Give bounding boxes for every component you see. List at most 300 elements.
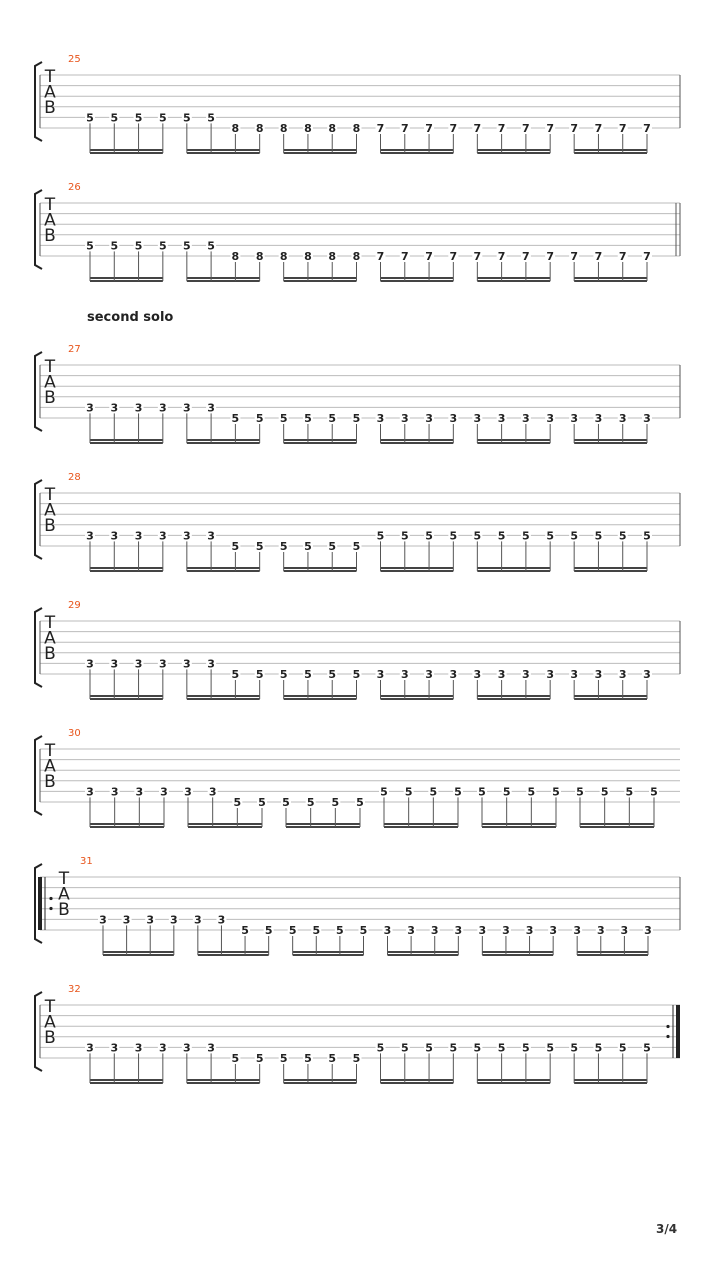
- fret-number: 3: [110, 657, 119, 671]
- fret-number: 3: [86, 401, 94, 415]
- beam: [187, 567, 260, 569]
- beam: [293, 954, 364, 956]
- fret-number: 3: [86, 785, 94, 799]
- tab-clef-letter: A: [44, 82, 56, 103]
- beam: [477, 149, 550, 151]
- fret-number: 3: [573, 924, 581, 937]
- fret-number: 3: [407, 924, 415, 937]
- tab-clef-letter: B: [44, 644, 56, 664]
- fret-number: 3: [473, 412, 482, 425]
- fret-number: 3: [594, 412, 603, 425]
- beam: [187, 570, 260, 572]
- system-bracket: [35, 62, 42, 141]
- beam: [477, 1082, 550, 1084]
- beam: [284, 1082, 357, 1084]
- beam: [574, 567, 647, 569]
- fret-number: 5: [404, 785, 413, 799]
- fret-number: 7: [449, 122, 458, 135]
- fret-number: 3: [497, 668, 506, 681]
- beam: [188, 823, 262, 825]
- fret-number: 5: [454, 785, 462, 799]
- tab-clef-letter: A: [44, 500, 56, 521]
- tab-system: [35, 344, 680, 444]
- fret-number: 3: [449, 412, 458, 425]
- beam: [284, 439, 357, 441]
- fret-number: 7: [618, 250, 627, 263]
- fret-number: 5: [264, 924, 273, 937]
- fret-number: 5: [502, 785, 511, 799]
- fret-number: 5: [231, 1052, 240, 1065]
- fret-number: 3: [570, 412, 578, 425]
- beam: [198, 951, 269, 953]
- fret-number: 8: [328, 250, 337, 263]
- beam: [388, 954, 459, 956]
- fret-number: 5: [328, 668, 337, 681]
- beam: [381, 149, 454, 151]
- fret-number: 3: [596, 924, 605, 937]
- fret-number: 3: [159, 529, 167, 543]
- fret-number: 3: [376, 668, 385, 681]
- beam: [187, 149, 260, 151]
- beam: [284, 277, 357, 279]
- fret-number: 5: [618, 529, 627, 543]
- beam: [90, 826, 164, 828]
- fret-number: 3: [618, 412, 627, 425]
- fret-number: 5: [618, 1041, 627, 1055]
- fret-number: 3: [159, 657, 167, 671]
- fret-number: 3: [522, 412, 530, 425]
- fret-number: 5: [522, 1041, 530, 1055]
- beam: [477, 1079, 550, 1081]
- fret-number: 5: [570, 1041, 578, 1055]
- fret-number: 5: [380, 785, 388, 799]
- fret-number: 3: [400, 668, 409, 681]
- fret-number: 5: [473, 529, 482, 543]
- fret-number: 8: [352, 122, 361, 135]
- beam: [574, 570, 647, 572]
- beam: [284, 1079, 357, 1081]
- fret-number: 8: [304, 122, 312, 135]
- fret-number: 3: [376, 412, 385, 425]
- fret-number: 8: [255, 250, 264, 263]
- beam: [90, 442, 163, 444]
- fret-number: 5: [576, 785, 584, 799]
- fret-number: 5: [522, 529, 530, 543]
- tab-clef-letter: B: [44, 516, 56, 536]
- repeat-dot: [49, 907, 52, 910]
- fret-number: 5: [400, 529, 409, 543]
- fret-number: 3: [478, 924, 487, 937]
- beam: [381, 152, 454, 154]
- fret-number: 3: [183, 529, 191, 543]
- fret-number: 5: [570, 529, 578, 543]
- fret-number: 8: [328, 122, 337, 135]
- repeat-dot: [666, 1035, 669, 1038]
- fret-number: 5: [279, 412, 288, 425]
- fret-number: 7: [425, 122, 433, 135]
- beam: [477, 277, 550, 279]
- fret-number: 3: [99, 913, 107, 927]
- beam: [381, 570, 454, 572]
- system-bracket: [35, 992, 42, 1071]
- beam: [381, 698, 454, 700]
- section-label: second solo: [87, 310, 174, 325]
- fret-number: 3: [86, 657, 94, 671]
- fret-number: 5: [304, 540, 312, 553]
- fret-number: 5: [255, 412, 264, 425]
- fret-number: 5: [643, 529, 651, 543]
- fret-number: 3: [146, 913, 155, 927]
- system-bracket: [35, 352, 42, 431]
- beam: [477, 570, 550, 572]
- fret-number: 5: [594, 1041, 603, 1055]
- fret-number: 3: [134, 401, 143, 415]
- fret-number: 5: [331, 796, 340, 809]
- measure-number: 27: [68, 344, 81, 355]
- beam: [284, 567, 357, 569]
- fret-number: 7: [473, 250, 482, 263]
- fret-number: 3: [159, 1041, 167, 1055]
- beam: [90, 695, 163, 697]
- beam: [198, 954, 269, 956]
- beam: [574, 439, 647, 441]
- fret-number: 5: [328, 1052, 337, 1065]
- fret-number: 3: [170, 913, 178, 927]
- fret-number: 5: [159, 239, 167, 253]
- fret-number: 3: [502, 924, 510, 937]
- fret-number: 5: [86, 111, 94, 125]
- fret-number: 7: [643, 122, 651, 135]
- fret-number: 3: [160, 785, 168, 799]
- tab-clef-letter: B: [44, 772, 56, 792]
- beam: [477, 442, 550, 444]
- fret-number: 5: [233, 796, 242, 809]
- measure-number: 32: [68, 984, 81, 995]
- fret-number: 5: [328, 540, 337, 553]
- fret-number: 5: [400, 1041, 409, 1055]
- fret-number: 5: [134, 239, 143, 253]
- fret-number: 5: [425, 1041, 433, 1055]
- fret-number: 5: [231, 412, 240, 425]
- fret-number: 5: [425, 529, 433, 543]
- fret-number: 3: [430, 924, 439, 937]
- fret-number: 5: [231, 668, 240, 681]
- fret-number: 3: [644, 924, 652, 937]
- fret-number: 7: [546, 122, 554, 135]
- fret-number: 3: [122, 913, 131, 927]
- beam: [103, 954, 174, 956]
- tab-clef-letter: A: [58, 884, 70, 905]
- fret-number: 8: [279, 122, 288, 135]
- beam: [477, 695, 550, 697]
- fret-number: 5: [328, 412, 337, 425]
- fret-number: 5: [279, 540, 288, 553]
- fret-number: 3: [454, 924, 463, 937]
- beam: [580, 826, 654, 828]
- beam: [187, 152, 260, 154]
- fret-number: 5: [552, 785, 560, 799]
- beam: [103, 951, 174, 953]
- fret-number: 5: [625, 785, 634, 799]
- fret-number: 7: [618, 122, 627, 135]
- tab-clef-letter: B: [44, 226, 56, 246]
- tab-clef-letter: B: [58, 900, 70, 920]
- fret-number: 7: [376, 122, 385, 135]
- beam: [381, 695, 454, 697]
- fret-number: 3: [425, 412, 433, 425]
- tab-clef-letter: T: [44, 741, 56, 761]
- fret-number: 3: [525, 924, 534, 937]
- fret-number: 5: [304, 668, 312, 681]
- fret-number: 5: [546, 1041, 554, 1055]
- system-bracket: [35, 480, 42, 559]
- fret-number: 8: [255, 122, 264, 135]
- fret-number: 3: [134, 529, 143, 543]
- fret-number: 3: [110, 529, 119, 543]
- fret-number: 3: [207, 657, 215, 671]
- measure-number: 25: [68, 54, 81, 65]
- beam: [90, 149, 163, 151]
- fret-number: 8: [279, 250, 288, 263]
- beam: [381, 439, 454, 441]
- repeat-dot: [49, 897, 52, 900]
- beam: [286, 826, 360, 828]
- beam: [381, 1082, 454, 1084]
- fret-number: 3: [110, 401, 119, 415]
- fret-number: 3: [86, 1041, 94, 1055]
- beam: [90, 823, 164, 825]
- tab-system: [35, 728, 680, 828]
- fret-number: 5: [258, 796, 266, 809]
- fret-number: 3: [110, 785, 119, 799]
- fret-number: 5: [429, 785, 438, 799]
- fret-number: 5: [546, 529, 554, 543]
- beam: [284, 149, 357, 151]
- fret-number: 5: [336, 924, 344, 937]
- beam: [574, 698, 647, 700]
- fret-number: 5: [600, 785, 609, 799]
- fret-number: 5: [282, 796, 290, 809]
- fret-number: 3: [618, 668, 627, 681]
- fret-number: 5: [352, 412, 361, 425]
- beam: [187, 442, 260, 444]
- fret-number: 5: [449, 1041, 458, 1055]
- beam: [90, 152, 163, 154]
- fret-number: 7: [570, 250, 578, 263]
- fret-number: 5: [527, 785, 536, 799]
- fret-number: 3: [135, 785, 144, 799]
- beam: [284, 570, 357, 572]
- fret-number: 5: [241, 924, 249, 937]
- beam: [187, 1082, 260, 1084]
- tab-clef-letter: T: [44, 613, 56, 633]
- beam: [293, 951, 364, 953]
- fret-number: 7: [643, 250, 651, 263]
- fret-number: 3: [207, 529, 215, 543]
- fret-number: 5: [255, 668, 264, 681]
- tab-clef-letter: B: [44, 1028, 56, 1048]
- fret-number: 3: [207, 1041, 215, 1055]
- beam: [187, 439, 260, 441]
- fret-number: 8: [304, 250, 312, 263]
- tab-system: [35, 472, 680, 572]
- fret-number: 3: [217, 913, 226, 927]
- fret-number: 5: [207, 111, 215, 125]
- fret-number: 5: [473, 1041, 482, 1055]
- beam: [284, 695, 357, 697]
- beam: [90, 698, 163, 700]
- beam: [286, 823, 360, 825]
- fret-number: 3: [620, 924, 629, 937]
- repeat-dot: [666, 1025, 669, 1028]
- fret-number: 3: [194, 913, 202, 927]
- fret-number: 5: [352, 1052, 361, 1065]
- beam: [580, 823, 654, 825]
- beam: [381, 1079, 454, 1081]
- fret-number: 3: [473, 668, 482, 681]
- fret-number: 5: [497, 529, 506, 543]
- fret-number: 5: [255, 1052, 264, 1065]
- fret-number: 5: [449, 529, 458, 543]
- fret-number: 5: [594, 529, 603, 543]
- tab-clef-letter: T: [44, 67, 56, 87]
- beam: [284, 280, 357, 282]
- fret-number: 3: [110, 1041, 119, 1055]
- tab-clef-letter: A: [44, 372, 56, 393]
- fret-number: 3: [134, 1041, 143, 1055]
- beam: [574, 1082, 647, 1084]
- fret-number: 5: [478, 785, 486, 799]
- beam: [381, 277, 454, 279]
- fret-number: 5: [110, 239, 119, 253]
- beam: [388, 951, 459, 953]
- fret-number: 3: [643, 668, 651, 681]
- beam: [384, 823, 458, 825]
- beam: [187, 698, 260, 700]
- fret-number: 3: [207, 401, 215, 415]
- tab-clef-letter: T: [44, 195, 56, 215]
- fret-number: 7: [497, 122, 506, 135]
- tab-clef-letter: T: [58, 869, 70, 889]
- fret-number: 7: [400, 250, 409, 263]
- fret-number: 7: [570, 122, 578, 135]
- fret-number: 5: [110, 111, 119, 125]
- beam: [90, 1079, 163, 1081]
- fret-number: 3: [570, 668, 578, 681]
- fret-number: 8: [352, 250, 361, 263]
- fret-number: 3: [134, 657, 143, 671]
- tab-system: [35, 54, 680, 154]
- fret-number: 7: [522, 122, 530, 135]
- fret-number: 3: [183, 401, 191, 415]
- beam: [90, 439, 163, 441]
- fret-number: 7: [449, 250, 458, 263]
- measure-number: 28: [68, 472, 81, 483]
- beam: [477, 698, 550, 700]
- beam: [188, 826, 262, 828]
- beam: [577, 951, 648, 953]
- tab-clef-letter: T: [44, 485, 56, 505]
- fret-number: 5: [279, 668, 288, 681]
- fret-number: 5: [288, 924, 297, 937]
- tab-system: [35, 856, 680, 956]
- fret-number: 5: [352, 668, 361, 681]
- beam: [187, 277, 260, 279]
- tab-system: [35, 182, 680, 282]
- system-bracket: [35, 608, 42, 687]
- fret-number: 5: [304, 1052, 312, 1065]
- fret-number: 5: [159, 111, 167, 125]
- beam: [574, 695, 647, 697]
- beam: [482, 823, 556, 825]
- tab-clef-letter: T: [44, 357, 56, 377]
- fret-number: 3: [449, 668, 458, 681]
- beam: [90, 1082, 163, 1084]
- fret-number: 7: [376, 250, 385, 263]
- beam: [574, 442, 647, 444]
- fret-number: 7: [400, 122, 409, 135]
- beam: [381, 567, 454, 569]
- fret-number: 3: [594, 668, 603, 681]
- tab-clef-letter: A: [44, 628, 56, 649]
- fret-number: 7: [546, 250, 554, 263]
- measure-number: 29: [68, 600, 81, 611]
- measure-number: 30: [68, 728, 81, 739]
- beam: [90, 277, 163, 279]
- fret-number: 5: [650, 785, 658, 799]
- beam: [187, 695, 260, 697]
- beam: [574, 277, 647, 279]
- page-number: 3/4: [656, 1222, 678, 1236]
- tab-clef-letter: B: [44, 388, 56, 408]
- fret-number: 8: [231, 122, 240, 135]
- tab-clef-letter: A: [44, 1012, 56, 1033]
- beam: [381, 442, 454, 444]
- fret-number: 5: [134, 111, 143, 125]
- fret-number: 5: [312, 924, 321, 937]
- beam: [477, 280, 550, 282]
- beam: [90, 280, 163, 282]
- tab-clef-letter: B: [44, 98, 56, 118]
- fret-number: 3: [643, 412, 651, 425]
- fret-number: 3: [497, 412, 506, 425]
- beam: [187, 280, 260, 282]
- beam: [574, 1079, 647, 1081]
- tab-clef-letter: A: [44, 756, 56, 777]
- beam: [477, 439, 550, 441]
- beam: [477, 152, 550, 154]
- beam: [381, 280, 454, 282]
- fret-number: 5: [643, 1041, 651, 1055]
- fret-number: 5: [183, 111, 191, 125]
- beam: [574, 280, 647, 282]
- measure-number: 26: [68, 182, 81, 193]
- beam: [284, 698, 357, 700]
- fret-number: 5: [356, 796, 364, 809]
- fret-number: 7: [594, 250, 603, 263]
- fret-number: 7: [594, 122, 603, 135]
- fret-number: 3: [549, 924, 557, 937]
- fret-number: 7: [425, 250, 433, 263]
- fret-number: 3: [425, 668, 433, 681]
- fret-number: 3: [183, 657, 191, 671]
- fret-number: 3: [522, 668, 530, 681]
- beam: [90, 567, 163, 569]
- fret-number: 3: [546, 668, 554, 681]
- beam: [482, 826, 556, 828]
- beam: [284, 442, 357, 444]
- fret-number: 3: [183, 1041, 191, 1055]
